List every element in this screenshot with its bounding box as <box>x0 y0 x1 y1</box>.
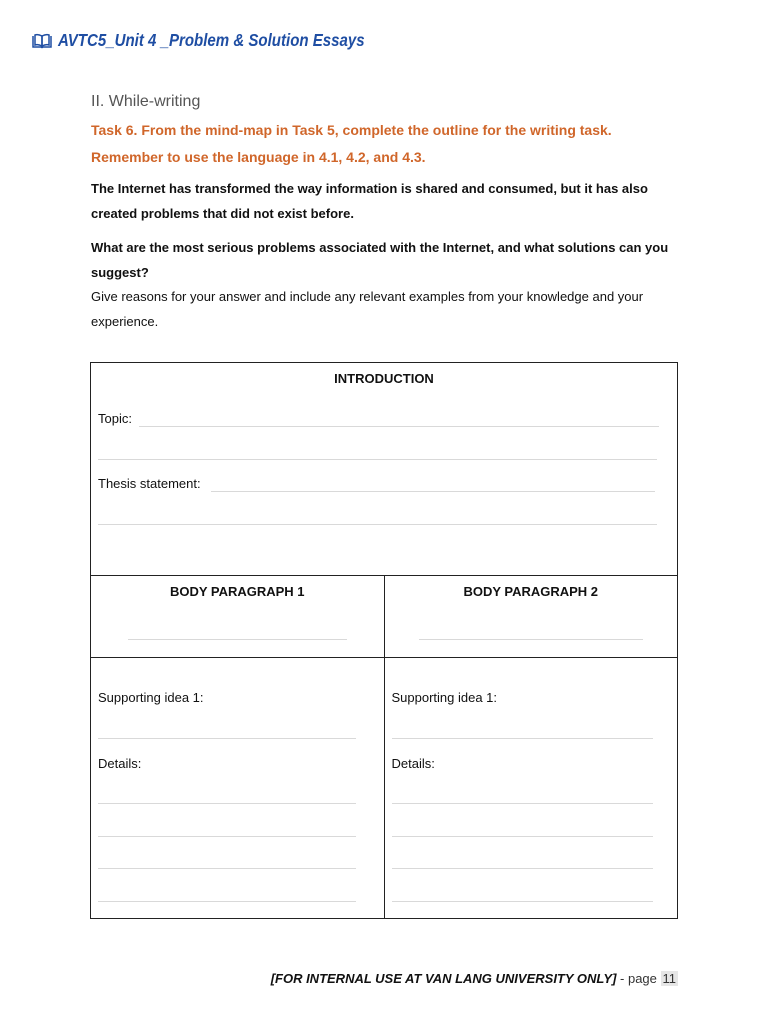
topic-line-2[interactable] <box>98 459 657 460</box>
book-icon <box>32 33 52 49</box>
body-2-supporting-line[interactable] <box>392 738 654 739</box>
topic-line[interactable] <box>139 426 659 427</box>
page-number: 11 <box>662 971 676 986</box>
body-2-content <box>384 658 678 919</box>
body-1-topic-line[interactable] <box>128 639 347 640</box>
thesis-label: Thesis statement: <box>98 476 201 491</box>
body-2-details-line[interactable] <box>392 901 654 902</box>
prompt-instruction: Give reasons for your answer and include any relevant examples from your knowledge and your experience. <box>91 289 644 329</box>
prompt-question: What are the most serious problems associated with the Internet, and what solutions can you suggest? <box>91 240 669 280</box>
body-1-details-line[interactable] <box>98 803 356 804</box>
topic-label: Topic: <box>98 411 132 426</box>
document-header <box>32 30 415 51</box>
body-2-details-line[interactable] <box>392 868 654 869</box>
introduction-heading: INTRODUCTION <box>334 371 434 386</box>
body-2-topic-line[interactable] <box>419 639 644 640</box>
body-1-supporting-line[interactable] <box>98 738 356 739</box>
body-1-heading-cell <box>91 576 385 658</box>
body-1-details-line[interactable] <box>98 868 356 869</box>
body-1-details-line[interactable] <box>98 836 356 837</box>
task-instruction-line-2: Remember to use the language in 4.1, 4.2, and 4.3. <box>91 149 426 165</box>
body-2-details-line[interactable] <box>392 803 654 804</box>
task-instruction-line-1: Task 6. From the mind-map in Task 5, complete the outline for the writing task. <box>91 122 612 138</box>
body-2-heading-cell <box>384 576 678 658</box>
body-2-details-label: Details: <box>391 756 435 771</box>
internal-use-note: [FOR INTERNAL USE AT VAN LANG UNIVERSITY ONLY] <box>270 971 617 986</box>
section-title: II. While-writing <box>91 93 201 110</box>
thesis-line[interactable] <box>211 491 655 492</box>
body-1-heading: BODY PARAGRAPH 1 <box>169 584 305 599</box>
body-1-details-label: Details: <box>98 756 142 771</box>
unit-title: AVTC5_Unit 4 _Problem & Solution Essays <box>58 30 365 50</box>
thesis-line-2[interactable] <box>98 524 657 525</box>
body-2-details-line[interactable] <box>392 836 654 837</box>
body-1-supporting-label: Supporting idea 1: <box>98 690 204 705</box>
body-1-content <box>91 658 385 919</box>
essay-outline-table <box>90 362 678 919</box>
introduction-section <box>91 363 678 576</box>
page-footer <box>271 971 678 986</box>
prompt-statement: The Internet has transformed the way information is shared and consumed, but it has also created problems that did not exist before. <box>91 181 648 221</box>
body-2-supporting-label: Supporting idea 1: <box>391 690 498 705</box>
page-prefix: - page <box>616 971 661 986</box>
body-2-heading: BODY PARAGRAPH 2 <box>463 584 599 599</box>
body-1-details-line[interactable] <box>98 901 356 902</box>
